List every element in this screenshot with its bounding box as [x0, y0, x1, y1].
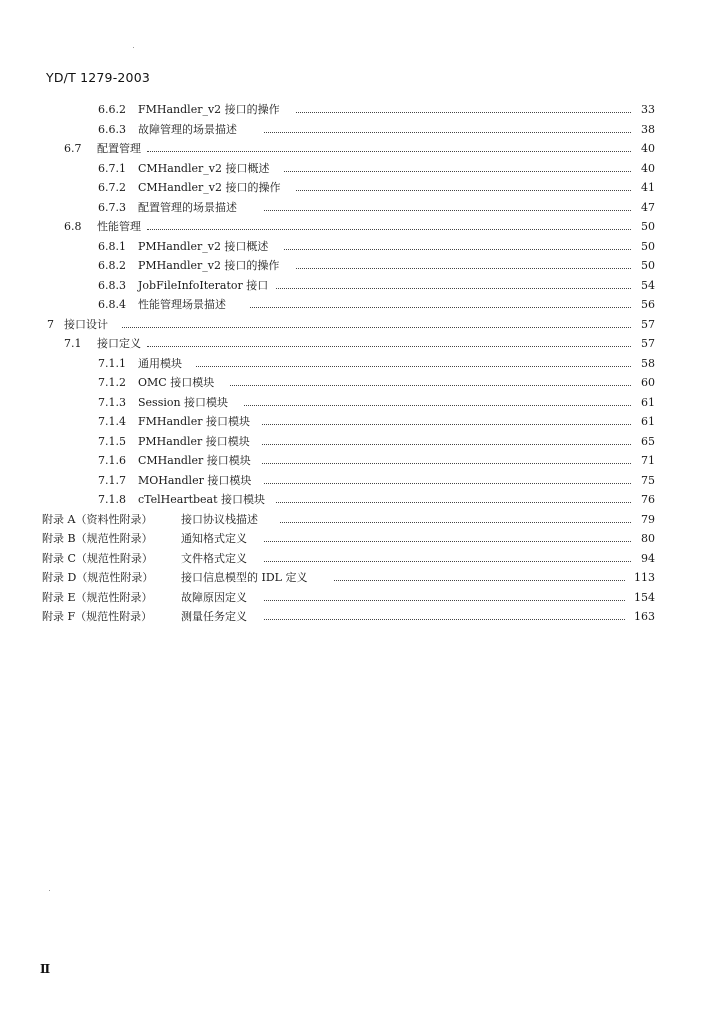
toc-entry-title: 性能管理 — [97, 220, 141, 233]
toc-entry-page: 57 — [641, 317, 655, 331]
toc-entry — [0, 374, 701, 392]
toc-entry — [0, 121, 701, 139]
toc-entry-number: 附录 A（资料性附录） — [42, 512, 153, 526]
toc-entry-number: 附录 E（规范性附录） — [42, 590, 153, 604]
toc-entry-title: 配置管理 — [97, 142, 141, 155]
toc-entry — [0, 491, 701, 509]
toc-entry-page: 58 — [641, 356, 655, 370]
toc-entry-page: 71 — [641, 454, 655, 467]
toc-entry-leader — [262, 444, 631, 445]
toc-entry-leader — [264, 600, 625, 601]
toc-entry — [0, 238, 701, 256]
toc-entry-title: 配置管理的场景描述 — [138, 200, 237, 214]
toc-entry — [0, 413, 701, 431]
toc-entry-page: 56 — [641, 298, 655, 311]
toc-entry-title: PMHandler 接口模块 — [138, 434, 250, 448]
toc-entry-title: 通用模块 — [138, 356, 182, 370]
toc-entry-page: 163 — [634, 610, 655, 623]
toc-entry-title: 性能管理场景描述 — [138, 298, 226, 311]
toc-entry-title: FMHandler_v2 接口的操作 — [138, 103, 280, 116]
toc-entry-number: 6.8.1 — [98, 239, 126, 253]
toc-entry-title: CMHandler_v2 接口的操作 — [138, 181, 281, 194]
toc-entry-page: 50 — [641, 259, 655, 272]
toc-entry — [0, 511, 701, 529]
toc-entry-leader — [262, 424, 631, 425]
toc-entry-number: 6.7.1 — [98, 161, 126, 175]
toc-entry-page: 80 — [641, 532, 655, 545]
toc-entry-leader — [230, 385, 631, 386]
toc-entry-leader — [264, 483, 631, 484]
page-number-footer: Ⅱ — [40, 962, 51, 976]
toc-entry-leader — [296, 190, 631, 191]
toc-entry-number: 附录 B（规范性附录） — [42, 532, 153, 545]
toc-entry-page: 94 — [641, 551, 655, 565]
toc-entry-page: 61 — [641, 395, 655, 409]
toc-entry-number: 6.8.2 — [98, 259, 126, 272]
toc-entry-page: 40 — [641, 161, 655, 175]
toc-entry-number: 7.1.6 — [98, 454, 126, 467]
toc-entry-number: 6.7.3 — [98, 200, 126, 214]
toc-entry-title: MOHandler 接口模块 — [138, 473, 252, 487]
toc-entry-title: CMHandler_v2 接口概述 — [138, 161, 270, 175]
toc-entry-title: cTelHeartbeat 接口模块 — [138, 493, 266, 506]
document-id-header: YD/T 1279-2003 — [46, 70, 151, 85]
toc-entry-leader — [296, 268, 631, 269]
toc-entry-leader — [196, 366, 631, 367]
toc-entry-title: 测量任务定义 — [181, 610, 247, 623]
toc-entry-number: 附录 F（规范性附录） — [42, 610, 153, 623]
toc-entry-page: 75 — [641, 473, 655, 487]
toc-entry — [0, 101, 701, 119]
toc-entry-leader — [262, 463, 631, 464]
toc-entry — [0, 355, 701, 373]
toc-entry-page: 33 — [641, 103, 655, 116]
toc-entry-page: 47 — [641, 200, 655, 214]
toc-entry-page: 61 — [641, 415, 655, 428]
toc-entry-title: 接口设计 — [64, 317, 108, 331]
toc-entry-number: 6.7.2 — [98, 181, 126, 194]
toc-entry — [0, 277, 701, 295]
toc-entry-title: PMHandler_v2 接口的操作 — [138, 259, 280, 272]
toc-entry-number: 7.1.4 — [98, 415, 126, 428]
toc-entry-leader — [276, 502, 631, 503]
toc-entry — [0, 394, 701, 412]
toc-entry-number: 6.7 — [64, 142, 82, 155]
toc-entry-leader — [250, 307, 631, 308]
toc-entry — [0, 160, 701, 178]
toc-entry — [0, 335, 701, 353]
toc-entry — [0, 472, 701, 490]
toc-entry-number: 7.1.2 — [98, 376, 126, 389]
toc-entry-number: 6.6.2 — [98, 103, 126, 116]
toc-entry-title: PMHandler_v2 接口概述 — [138, 239, 269, 253]
toc-entry-number: 7.1 — [64, 337, 82, 350]
toc-entry-page: 154 — [634, 590, 655, 604]
toc-entry — [0, 589, 701, 607]
toc-entry-number: 附录 D（规范性附录） — [42, 571, 154, 584]
toc-entry-page: 113 — [634, 571, 655, 584]
toc-entry-number: 6.6.3 — [98, 122, 126, 136]
toc-entry — [0, 550, 701, 568]
toc-entry-title: 故障原因定义 — [181, 590, 247, 604]
toc-entry-page: 60 — [641, 376, 655, 389]
toc-entry-title: 文件格式定义 — [181, 551, 247, 565]
toc-entry-title: 通知格式定义 — [181, 532, 247, 545]
toc-entry-title: 接口协议栈描述 — [181, 512, 258, 526]
toc-entry — [0, 257, 701, 275]
toc-entry-page: 50 — [641, 239, 655, 253]
toc-entry — [0, 199, 701, 217]
toc-entry-title: 接口定义 — [97, 337, 141, 350]
toc-entry-page: 38 — [641, 122, 655, 136]
toc-entry-number: 7.1.5 — [98, 434, 126, 448]
toc-entry-page: 57 — [641, 337, 655, 350]
scan-speck — [133, 47, 134, 48]
toc-entry-page: 40 — [641, 142, 655, 155]
toc-entry-page: 79 — [641, 512, 655, 526]
toc-entry-page: 50 — [641, 220, 655, 233]
toc-entry-number: 7.1.1 — [98, 356, 126, 370]
toc-entry-number: 7.1.7 — [98, 473, 126, 487]
toc-entry-title: 接口信息模型的 IDL 定义 — [181, 571, 308, 584]
toc-entry-title: JobFileInfoIterator 接口 — [138, 278, 269, 292]
toc-entry-page: 54 — [641, 278, 655, 292]
toc-entry-page: 65 — [641, 434, 655, 448]
toc-entry-page: 76 — [641, 493, 655, 506]
toc-entry-title: OMC 接口模块 — [138, 376, 215, 389]
toc-entry-number: 7 — [47, 317, 54, 331]
toc-entry-title: 故障管理的场景描述 — [138, 122, 237, 136]
toc-entry — [0, 452, 701, 470]
toc-entry-leader — [264, 210, 631, 211]
toc-entry — [0, 316, 701, 334]
toc-entry — [0, 296, 701, 314]
toc-entry-leader — [264, 132, 631, 133]
toc-entry — [0, 569, 701, 587]
toc-entry-leader — [122, 327, 631, 328]
toc-entry-title: FMHandler 接口模块 — [138, 415, 250, 428]
toc-entry-leader — [296, 112, 631, 113]
toc-entry-number: 7.1.8 — [98, 493, 126, 506]
toc-entry-leader — [276, 288, 631, 289]
toc-entry-number: 6.8.3 — [98, 278, 126, 292]
toc-entry-leader — [264, 541, 631, 542]
toc-entry — [0, 530, 701, 548]
toc-entry-leader — [244, 405, 631, 406]
toc-entry-page: 41 — [641, 181, 655, 194]
toc-entry-title: CMHandler 接口模块 — [138, 454, 251, 467]
toc-entry-title: Session 接口模块 — [138, 395, 229, 409]
toc-entry-leader — [334, 580, 625, 581]
toc-entry-leader — [284, 249, 631, 250]
toc-entry — [0, 179, 701, 197]
toc-entry-leader — [147, 151, 631, 152]
toc-entry-number: 6.8.4 — [98, 298, 126, 311]
toc-entry-leader — [147, 229, 631, 230]
toc-entry-leader — [280, 522, 631, 523]
toc-entry-number: 7.1.3 — [98, 395, 126, 409]
toc-entry-leader — [284, 171, 631, 172]
toc-entry — [0, 218, 701, 236]
toc-entry-leader — [147, 346, 631, 347]
toc-entry-leader — [264, 561, 631, 562]
toc-entry-number: 6.8 — [64, 220, 82, 233]
toc-entry — [0, 608, 701, 626]
scan-speck — [49, 890, 50, 891]
toc-entry — [0, 433, 701, 451]
toc-entry-leader — [264, 619, 625, 620]
toc-entry-number: 附录 C（规范性附录） — [42, 551, 153, 565]
toc-entry — [0, 140, 701, 158]
